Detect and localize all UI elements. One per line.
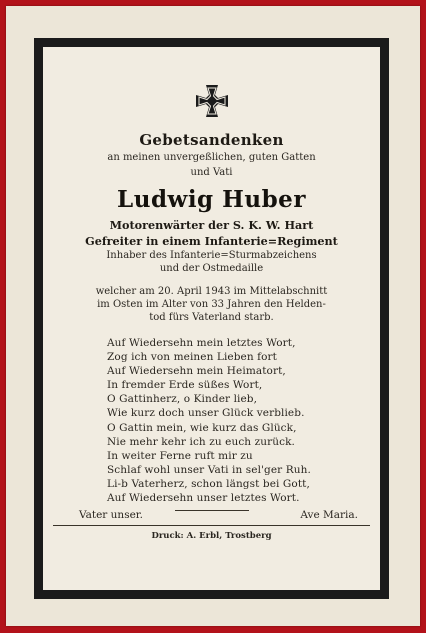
poem-line: O Gattin mein, wie kurz das Glück,: [107, 421, 297, 434]
death-line-3: tod fürs Vaterland starb.: [149, 312, 274, 323]
role-line-2: Gefreiter in einem Infanterie=Regiment: [85, 234, 338, 248]
poem-line: Wie kurz doch unser Glück verblieb.: [107, 407, 305, 420]
memorial-card: [6, 6, 420, 626]
dedication-line-2: und Vati: [190, 167, 233, 178]
poem-line: Auf Wiedersehn mein Heimatort,: [107, 365, 286, 378]
dedication-line-1: an meinen unvergeßlichen, guten Gatten: [107, 152, 316, 163]
death-line-1: welcher am 20. April 1943 im Mittelabschnitt: [95, 286, 328, 297]
prayer-left: Vater unser.: [79, 509, 143, 522]
poem: [107, 336, 380, 505]
iron-cross-icon: [196, 85, 228, 117]
honors-line-1: Inhaber des Infanterie=Sturmabzeichens: [106, 250, 317, 261]
poem-line: O Gattinherz, o Kinder lieb,: [107, 393, 258, 406]
divider: [53, 525, 370, 526]
black-border-frame: [34, 38, 389, 599]
poem-line: Li-b Vaterherz, schon längst bei Gott,: [107, 477, 310, 490]
poem-line: Nie mehr kehr ich zu euch zurück.: [107, 435, 295, 448]
poem-line: In weiter Ferne ruft mir zu: [107, 449, 253, 462]
printer-credit: Druck: A. Erbl, Trostberg: [151, 531, 272, 542]
poem-line: Auf Wiedersehn mein letztes Wort,: [107, 337, 296, 349]
poem-line: Schlaf wohl unser Vati in sel'ger Ruh.: [107, 463, 311, 476]
poem-line: Zog ich von meinen Lieben fort: [107, 351, 277, 364]
heading: Gebetsandenken: [139, 131, 284, 149]
role-line-1: Motorenwärter der S. K. W. Hart: [109, 218, 314, 232]
honors-line-2: und der Ostmedaille: [159, 263, 264, 274]
card-content: [43, 47, 380, 590]
death-notice: [43, 285, 380, 324]
deceased-name: Ludwig Huber: [117, 186, 306, 213]
poem-line: In fremder Erde süßes Wort,: [107, 379, 263, 392]
prayers-row: [79, 509, 358, 521]
prayer-right: Ave Maria.: [300, 509, 358, 522]
poem-line: Auf Wiedersehn unser letztes Wort.: [107, 492, 300, 505]
death-line-2: im Osten im Alter von 33 Jahren den Helden-: [97, 299, 326, 310]
